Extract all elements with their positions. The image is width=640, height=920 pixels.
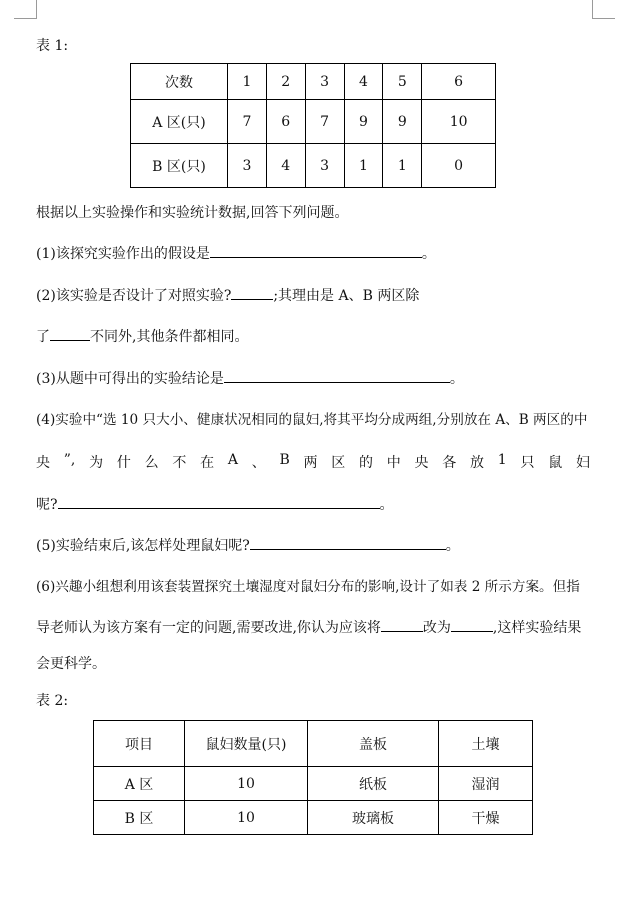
question-6-line-1: (6)兴趣小组想利用该套装置探究土壤湿度对鼠妇分布的影响,设计了如表 2 所示方案。但指 — [36, 579, 580, 595]
table2 — [93, 720, 533, 835]
table-cell: 10 — [185, 767, 308, 801]
table-cell: 4 — [344, 64, 383, 100]
table-cell: 3 — [305, 144, 344, 188]
table-cell: 10 — [422, 100, 496, 144]
question-3 — [36, 368, 464, 388]
table-cell: 7 — [305, 100, 344, 144]
question-text: 改为 — [422, 620, 451, 636]
table2-caption: 表 2: — [36, 693, 69, 709]
table-cell: 10 — [185, 801, 308, 835]
question-char: 么 — [144, 455, 159, 471]
question-char: 中 — [386, 455, 401, 471]
page-corner-mark-right — [592, 0, 615, 19]
table-cell: A 区 — [94, 767, 185, 801]
question-char: ”, — [63, 452, 76, 468]
answer-blank[interactable] — [50, 326, 90, 341]
question-text: 导老师认为该方案有一定的问题,需要改进,你认为应该将 — [36, 620, 381, 636]
question-text: (3)从题中可得出的实验结论是 — [36, 371, 224, 387]
question-char: 、 — [251, 455, 266, 471]
question-4-line-2 — [36, 452, 590, 472]
question-char: 在 — [200, 455, 215, 471]
table-cell: 鼠妇数量(只) — [185, 721, 308, 767]
answer-blank[interactable] — [250, 535, 446, 550]
question-char: 的 — [359, 455, 374, 471]
answer-blank[interactable] — [58, 494, 380, 509]
table-row — [94, 801, 533, 835]
answer-blank[interactable] — [224, 368, 450, 383]
question-char: 各 — [442, 455, 457, 471]
question-char: 妇 — [575, 455, 590, 471]
question-text: 。 — [379, 497, 394, 513]
answer-blank[interactable] — [231, 285, 273, 300]
table-cell: 盖板 — [308, 721, 439, 767]
table-cell: B 区(只) — [131, 144, 228, 188]
table-cell: B 区 — [94, 801, 185, 835]
table-cell: 0 — [422, 144, 496, 188]
question-2-line-2 — [36, 326, 248, 346]
table-cell: 玻璃板 — [308, 801, 439, 835]
page-corner-mark-left — [14, 0, 37, 19]
table-row — [131, 64, 496, 100]
question-text: 。 — [449, 371, 464, 387]
question-6-line-3: 会更科学。 — [36, 656, 106, 672]
question-2-line-1 — [36, 285, 419, 305]
question-text: ,这样实验结果 — [492, 620, 582, 636]
table-row — [131, 100, 496, 144]
table-cell: 3 — [305, 64, 344, 100]
question-1 — [36, 243, 436, 263]
question-char: 1 — [497, 452, 507, 468]
question-char: 只 — [520, 455, 535, 471]
question-4-line-1: (4)实验中“选 10 只大小、健康状况相同的鼠妇,将其平均分成两组,分别放在 A、B 两区的中 — [36, 412, 588, 428]
table-row — [94, 767, 533, 801]
table-cell: 7 — [228, 100, 267, 144]
table1-caption: 表 1: — [36, 38, 69, 54]
question-text: 。 — [445, 538, 460, 554]
table-cell: 土壤 — [439, 721, 533, 767]
question-char: 放 — [470, 455, 485, 471]
table-cell: 湿润 — [439, 767, 533, 801]
table1 — [130, 63, 496, 188]
table-cell: 2 — [266, 64, 305, 100]
table-cell: 4 — [266, 144, 305, 188]
question-6-line-2 — [36, 617, 581, 637]
question-char: 区 — [331, 455, 346, 471]
question-char: 央 — [36, 455, 50, 471]
question-text: (5)实验结束后,该怎样处理鼠妇呢? — [36, 538, 250, 554]
table-cell: 纸板 — [308, 767, 439, 801]
table-cell: 5 — [383, 64, 422, 100]
table-cell: 6 — [266, 100, 305, 144]
table-cell: 9 — [383, 100, 422, 144]
question-text: 呢? — [36, 497, 58, 513]
table-cell: 6 — [422, 64, 496, 100]
question-text: 不同外,其他条件都相同。 — [90, 329, 249, 345]
question-char: A — [227, 452, 238, 468]
question-char: 为 — [89, 455, 104, 471]
question-char: 央 — [414, 455, 429, 471]
question-char: 鼠 — [548, 455, 563, 471]
table-row — [94, 721, 533, 767]
table-cell: 干燥 — [439, 801, 533, 835]
table-cell: 1 — [344, 144, 383, 188]
table-cell: 9 — [344, 100, 383, 144]
table-cell: 次数 — [131, 64, 228, 100]
question-text: 。 — [421, 246, 436, 262]
question-text: ;其理由是 A、B 两区除 — [273, 288, 420, 304]
answer-blank[interactable] — [210, 243, 422, 258]
question-char: 不 — [172, 455, 187, 471]
question-char: B — [279, 452, 290, 468]
table-cell: A 区(只) — [131, 100, 228, 144]
table-cell: 1 — [228, 64, 267, 100]
table-row — [131, 144, 496, 188]
answer-blank[interactable] — [381, 617, 423, 632]
question-text: 了 — [36, 329, 50, 345]
question-4-line-3 — [36, 494, 394, 514]
intro-text: 根据以上实验操作和实验统计数据,回答下列问题。 — [36, 205, 349, 221]
question-char: 两 — [303, 455, 318, 471]
question-char: 什 — [116, 455, 131, 471]
question-5 — [36, 535, 460, 555]
question-text: (2)该实验是否设计了对照实验? — [36, 288, 232, 304]
table-cell: 项目 — [94, 721, 185, 767]
answer-blank[interactable] — [451, 617, 493, 632]
question-text: (1)该探究实验作出的假设是 — [36, 246, 210, 262]
table-cell: 1 — [383, 144, 422, 188]
table-cell: 3 — [228, 144, 267, 188]
